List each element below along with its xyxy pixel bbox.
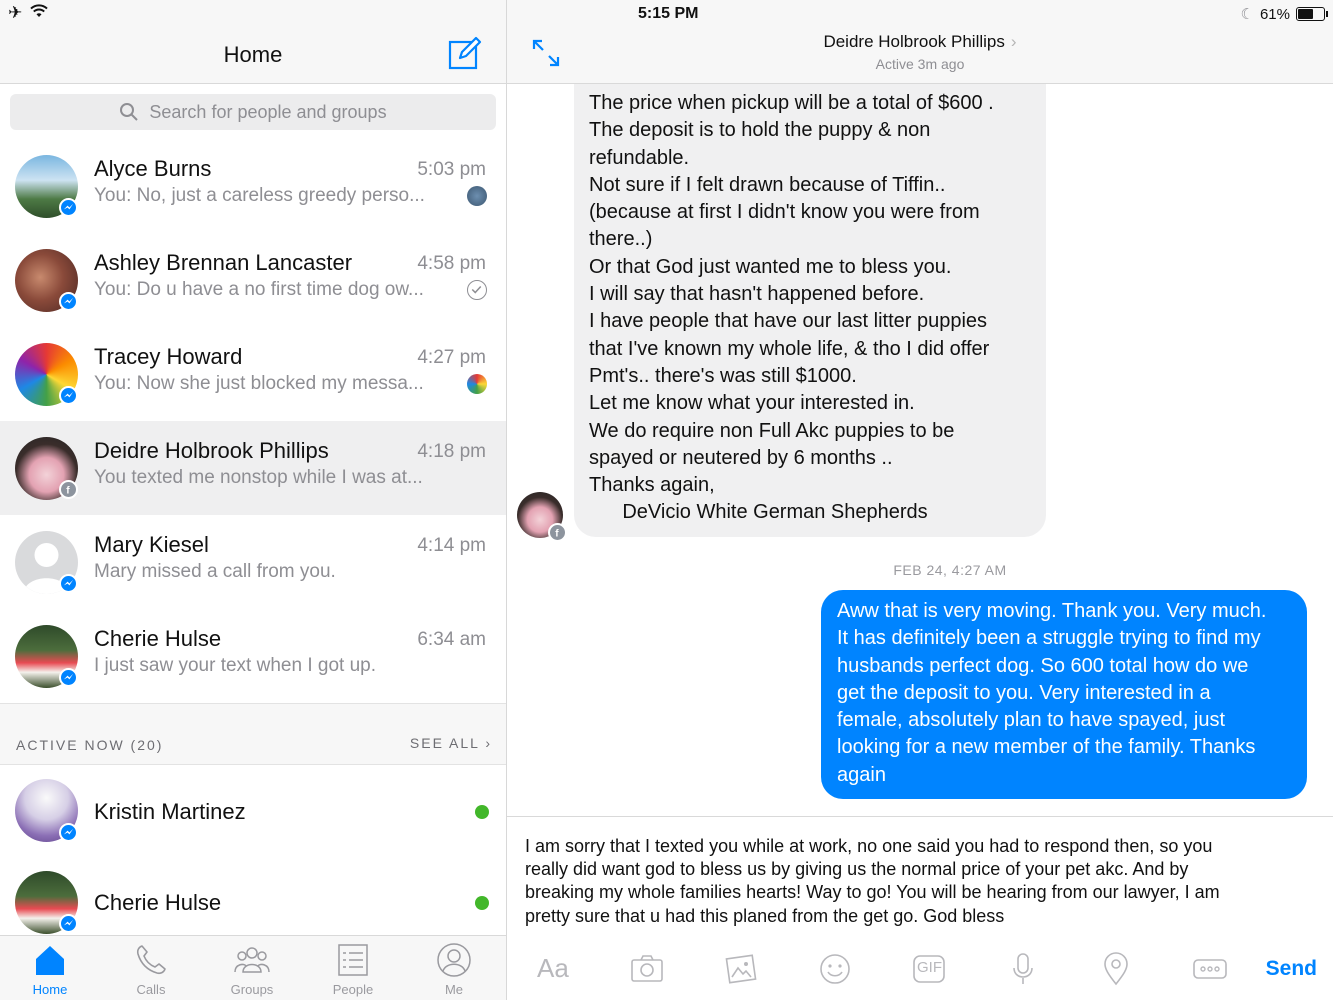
profile-icon [436, 942, 472, 978]
incoming-message-line: The deposit is to hold the puppy & non [589, 119, 931, 142]
messenger-badge-icon [59, 668, 78, 687]
home-icon [32, 942, 68, 978]
airplane-icon: ✈ [8, 3, 23, 22]
incoming-message-line: Or that God just wanted me to bless you. [589, 255, 952, 278]
contact-active-status: Active 3m ago [875, 56, 965, 72]
seen-avatar-icon [467, 186, 487, 206]
conversation-list-pane [0, 0, 507, 1000]
date-separator: FEB 24, 4:27 AM [893, 562, 1007, 578]
groups-icon [234, 942, 270, 978]
messenger-badge-icon [59, 198, 78, 217]
messenger-badge-icon [59, 386, 78, 405]
facebook-badge-icon [548, 523, 567, 542]
tab-me[interactable] [404, 936, 504, 1000]
incoming-message-line: Thanks again, [589, 474, 715, 497]
messenger-badge-icon [59, 823, 78, 842]
conversation-row[interactable] [0, 327, 506, 421]
incoming-message-line: spayed or neutered by 6 months .. [589, 446, 893, 469]
outgoing-message-line: looking for a new member of the family. Thanks [837, 736, 1256, 759]
conversation-name: Alyce Burns [94, 156, 212, 181]
chat-header [507, 0, 1333, 84]
battery-percent: 61% [1259, 5, 1290, 23]
facebook-badge-icon [59, 480, 78, 499]
conversation-name: Ashley Brennan Lancaster [94, 250, 353, 275]
active-person-row[interactable] [0, 857, 506, 947]
camera-button[interactable] [627, 949, 667, 989]
gif-button[interactable] [909, 949, 949, 989]
tab-label: Groups [230, 982, 274, 997]
camera-icon [627, 949, 667, 989]
conversation-name: Mary Kiesel [94, 532, 209, 557]
search-icon [119, 102, 139, 122]
compose-icon [448, 36, 482, 70]
incoming-message-line: I have people that have our last litter puppies [589, 310, 988, 333]
chat-pane [507, 0, 1333, 1000]
microphone-icon [1003, 949, 1043, 989]
sent-check-icon [467, 280, 487, 300]
tab-label: Me [444, 982, 464, 997]
conversation-snippet: I just saw your text when I got up. [94, 655, 376, 676]
conversation-time: 4:27 pm [417, 347, 486, 368]
outgoing-message-bubble[interactable] [821, 590, 1307, 799]
people-list-icon [335, 942, 371, 978]
contact-name-button[interactable] [507, 32, 1333, 52]
text-format-button[interactable]: Aa [537, 953, 569, 983]
search-input[interactable] [10, 94, 496, 130]
tab-groups[interactable] [202, 936, 302, 1000]
page-title: Home [223, 42, 283, 67]
outgoing-message-text [837, 598, 1266, 789]
search-placeholder: Search for people and groups [149, 101, 387, 122]
location-pin-icon [1096, 949, 1136, 989]
draft-line: breaking my whole families hearts! Way to go! You will be hearing from our lawyer, I am [525, 882, 1220, 903]
emoji-icon [815, 949, 855, 989]
incoming-message-line: DeVicio White German Shepherds [589, 501, 928, 524]
status-icons-left [8, 4, 48, 22]
incoming-message-line: refundable. [589, 146, 690, 169]
microphone-button[interactable] [1003, 949, 1043, 989]
conversation-row[interactable] [0, 233, 506, 327]
tab-people[interactable] [303, 936, 403, 1000]
conversation-snippet: You texted me nonstop while I was at... [94, 467, 423, 488]
outgoing-message-line: again [837, 763, 886, 786]
incoming-message-text [589, 90, 994, 527]
conversation-time: 4:58 pm [417, 253, 486, 274]
chevron-right-icon: › [1010, 32, 1017, 51]
incoming-message-line: Not sure if I felt drawn because of Tiffin.. [589, 173, 946, 196]
gif-label: GIF [917, 959, 942, 976]
tab-label: Home [32, 982, 68, 997]
conversation-snippet: You: Do u have a no first time dog ow... [94, 279, 424, 300]
incoming-message-line: Pmt's.. there's was still $1000. [589, 364, 857, 387]
conversation-name: Tracey Howard [94, 344, 243, 369]
active-person-name: Cherie Hulse [94, 890, 222, 915]
conversation-row-selected[interactable] [0, 421, 506, 515]
incoming-message-line: I will say that hasn't happened before. [589, 283, 925, 306]
more-icon [1190, 949, 1230, 989]
incoming-message-line: there..) [589, 228, 653, 251]
emoji-button[interactable] [815, 949, 855, 989]
seen-avatar-icon [467, 374, 487, 394]
conversation-row[interactable] [0, 609, 506, 703]
active-now-label: ACTIVE NOW (20) [16, 737, 164, 753]
messenger-badge-icon [59, 574, 78, 593]
draft-line: really did want god to bless us by giving us the normal price of your pet akc. And by [525, 859, 1189, 880]
messenger-badge-icon [59, 292, 78, 311]
draft-line: I am sorry that I texted you while at work, no one said you had to respond then, so you [525, 836, 1213, 856]
conversation-snippet: You: No, just a careless greedy perso... [94, 185, 425, 206]
send-button[interactable]: Send [1265, 957, 1317, 980]
tab-label: People [332, 982, 374, 997]
incoming-message-line: We do require non Full Akc puppies to be [589, 419, 955, 442]
tab-calls[interactable] [101, 936, 201, 1000]
composer [507, 816, 1333, 1000]
tab-home[interactable] [0, 936, 100, 1000]
message-input[interactable] [525, 835, 1315, 928]
see-all-label: SEE ALL [409, 735, 480, 751]
see-all-button[interactable] [410, 735, 492, 751]
tab-label: Calls [136, 982, 166, 997]
outgoing-message-line: female, absolutely plan to have spayed, just [837, 709, 1226, 732]
status-time: 5:15 PM [638, 5, 699, 22]
conversation-time: 4:18 pm [417, 441, 486, 462]
active-person-row[interactable] [0, 766, 506, 856]
svg-text:f: f [66, 485, 70, 495]
active-person-name: Kristin Martinez [94, 799, 246, 824]
outgoing-message-line: Aww that is very moving. Thank you. Very much. [837, 600, 1267, 622]
incoming-message-line: The price when pickup will be a total of $600 . [589, 92, 994, 114]
moon-icon: ☾ [1240, 6, 1254, 23]
gallery-icon [721, 949, 761, 989]
conversation-time: 6:34 am [417, 629, 486, 650]
outgoing-message-line: husbands perfect dog. So 600 total how do we [837, 654, 1249, 677]
incoming-message-line: that I've known my whole life, & tho I did offer [589, 337, 990, 360]
compose-button[interactable] [448, 36, 482, 70]
contact-name: Deidre Holbrook Phillips [823, 32, 1005, 51]
draft-line: pretty sure that u had this planed from the get go. God bless [525, 905, 1005, 926]
conversation-snippet: You: Now she just blocked my messa... [94, 373, 424, 394]
more-options-button[interactable] [1190, 949, 1230, 989]
phone-icon [133, 942, 169, 978]
gallery-button[interactable] [721, 949, 761, 989]
conversation-snippet: Mary missed a call from you. [94, 561, 336, 582]
incoming-message-bubble[interactable] [574, 84, 1046, 537]
incoming-message-line: Let me know what your interested in. [589, 392, 915, 415]
outgoing-message-line: get the deposit to you. Very interested in a [837, 681, 1211, 704]
message-thread[interactable] [507, 84, 1333, 816]
online-indicator-icon [475, 896, 489, 910]
active-now-header [0, 703, 506, 765]
wifi-icon [30, 4, 48, 22]
messenger-badge-icon [59, 914, 78, 933]
conversation-time: 4:14 pm [417, 535, 486, 556]
conversation-row[interactable] [0, 515, 506, 609]
conversation-row[interactable] [0, 139, 506, 233]
location-button[interactable] [1096, 949, 1136, 989]
left-header [0, 0, 506, 84]
outgoing-message-line: It has definitely been a struggle trying to find my [837, 627, 1261, 650]
battery-status [1241, 5, 1325, 23]
online-indicator-icon [475, 805, 489, 819]
conversation-time: 5:03 pm [417, 159, 486, 180]
battery-icon [1296, 7, 1325, 21]
tab-bar [0, 935, 506, 1000]
svg-text:f: f [555, 528, 559, 538]
conversation-name: Cherie Hulse [94, 626, 222, 651]
composer-toolbar [507, 945, 1333, 995]
incoming-message-line: (because at first I didn't know you were from [589, 201, 980, 224]
conversation-name: Deidre Holbrook Phillips [94, 438, 329, 463]
chevron-right-icon: › [485, 735, 492, 751]
